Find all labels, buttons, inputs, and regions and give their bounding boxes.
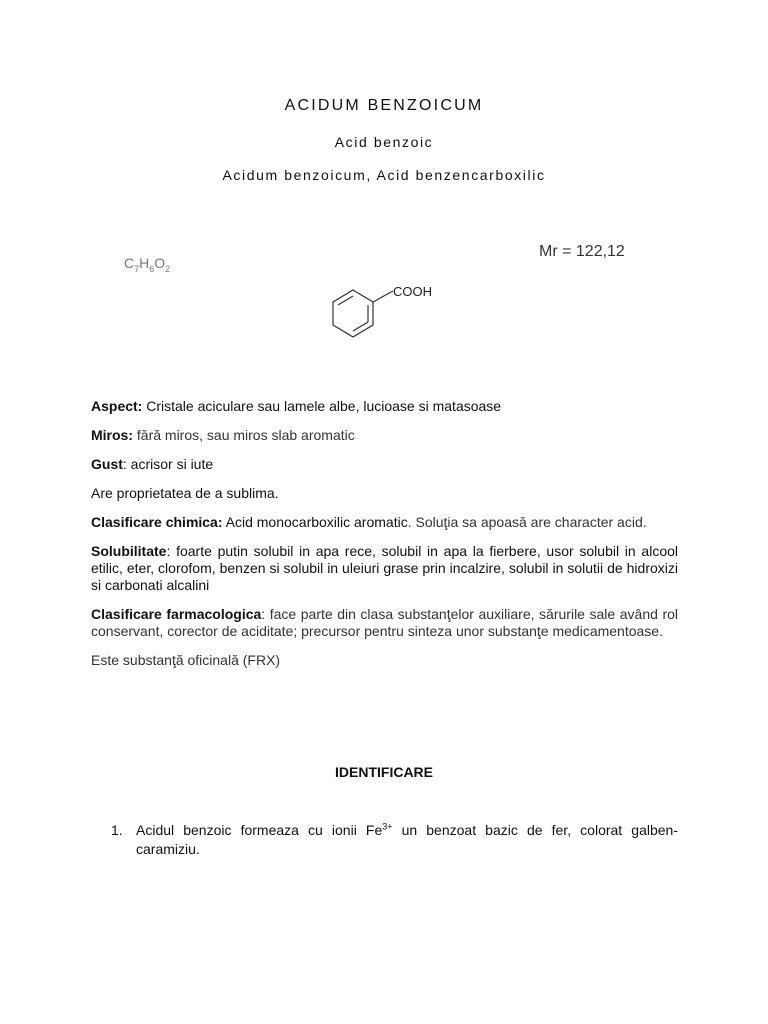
- benzoic-acid-structure: [322, 278, 452, 358]
- molecular-formula: $C_7H_6O_2$: [124, 255, 171, 274]
- molecular-mass: Mr = 122,12: [539, 243, 625, 260]
- clasificare-farmacologica-paragraph: Clasificare farmacologica: face parte din clasa substanţelor auxiliare, sărurile sale având rol conservant, corector de aciditate; precursor pentru sinteza unor substanţe medicamentoase.: [91, 606, 678, 639]
- document-title: ACIDUM BENZOICUM: [284, 97, 484, 114]
- oficinala-paragraph: Este substanţă oficinală (FRX): [91, 652, 281, 668]
- identificare-list: [111, 821, 678, 859]
- sublima-paragraph: Are proprietatea de a sublima.: [91, 485, 279, 501]
- common-name: Acid benzoic: [334, 134, 434, 150]
- properties-section: [91, 398, 678, 681]
- aspect-paragraph: Aspect: Cristale aciculare sau lamele albe, lucioase si matasoase: [91, 398, 502, 414]
- benzene-ring: [333, 290, 373, 337]
- miros-paragraph: Miros: fără miros, sau miros slab aromatic: [91, 427, 355, 443]
- carboxyl-bond: [373, 291, 393, 302]
- clasificare-chimica-paragraph: Clasificare chimica: Acid monocarboxilic aromatic. Soluţia sa apoasă are character acid.: [91, 514, 647, 530]
- identificare-heading: IDENTIFICARE: [335, 764, 433, 780]
- synonyms: Acidum benzoicum, Acid benzencarboxilic: [222, 167, 546, 183]
- list-item-number: 1.: [111, 822, 123, 838]
- list-item: Acidul benzoic formeaza cu ionii $Fe^{3+}$ un benzoat bazic de fer, colorat galben-caramiziu.: [136, 821, 678, 857]
- cooh-label: COOH: [393, 284, 432, 299]
- solubilitate-paragraph: Solubilitate: foarte putin solubil in apa rece, solubil in apa la fierbere, usor solubil in alcool etilic, eter, clorofom, benzen si solubil in uleiuri grase prin incalzire, solubil in solutii de hidroxizi si carbonati alcalini: [91, 543, 678, 593]
- gust-paragraph: Gust: acrisor si iute: [91, 456, 214, 472]
